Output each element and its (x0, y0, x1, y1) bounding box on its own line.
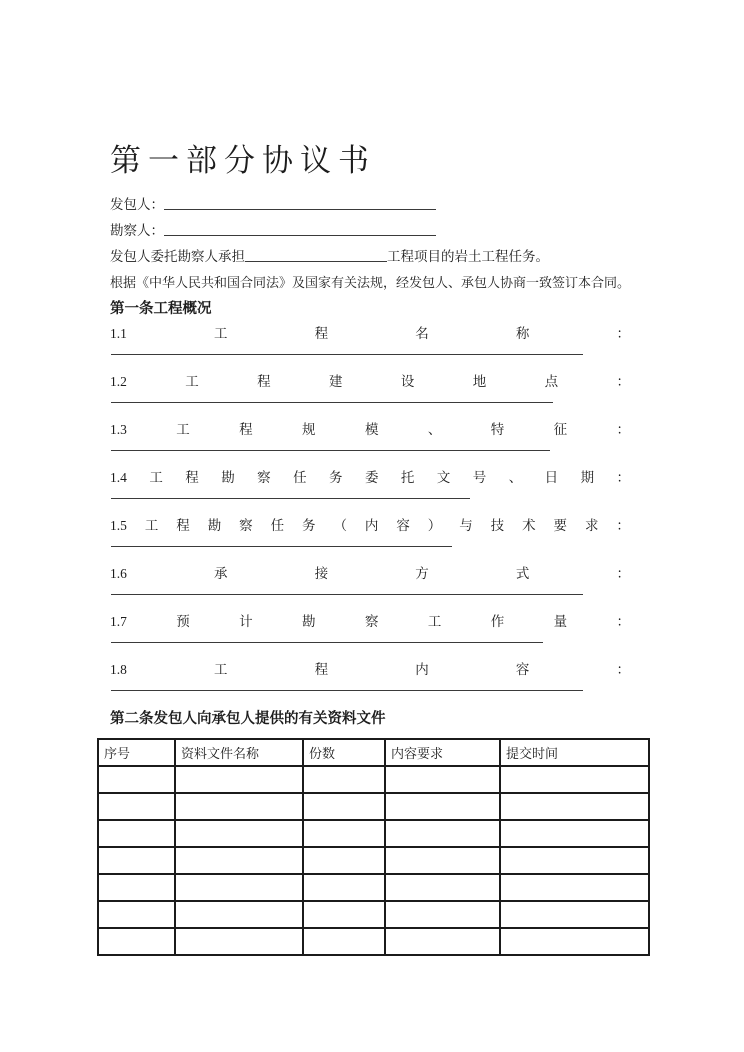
clause-blank-1-6[interactable] (111, 594, 583, 595)
table-empty-cell[interactable] (500, 847, 649, 874)
section1-heading: 第一条工程概况 (110, 301, 212, 317)
clause-item-1-8 (110, 658, 632, 691)
clause-label-1-5: 1.5 工 程 勘 察 任 务 （ 内 容 ） 与 技 术 要 求 ： (110, 518, 630, 533)
document-title: 第一部分协议书 (110, 143, 376, 178)
surveyor-label: 勘察人： (110, 223, 164, 238)
clause-blank-1-5[interactable] (111, 546, 452, 547)
clause-item-1-1 (110, 322, 632, 355)
surveyor-field (110, 218, 632, 244)
table-empty-cell[interactable] (303, 928, 385, 955)
table-empty-cell[interactable] (385, 901, 500, 928)
table-empty-cell[interactable] (98, 820, 175, 847)
table-empty-cell[interactable] (500, 820, 649, 847)
table-empty-cell[interactable] (175, 793, 303, 820)
table-header-doc-name: 资料文件名称 (175, 739, 303, 766)
clause-item-1-4 (110, 466, 632, 499)
table-empty-cell[interactable] (500, 901, 649, 928)
table-empty-cell[interactable] (98, 847, 175, 874)
party-a-field (110, 192, 632, 218)
party-a-blank[interactable] (164, 196, 436, 210)
table-empty-cell[interactable] (385, 766, 500, 793)
table-empty-cell[interactable] (175, 874, 303, 901)
table-empty-cell[interactable] (303, 820, 385, 847)
table-empty-cell[interactable] (98, 901, 175, 928)
commission-suffix: 工程项目的岩土工程任务。 (387, 249, 549, 264)
table-empty-cell[interactable] (500, 928, 649, 955)
table-empty-cell[interactable] (385, 793, 500, 820)
table-empty-cell[interactable] (175, 901, 303, 928)
table-empty-row (98, 901, 649, 928)
table-empty-cell[interactable] (303, 766, 385, 793)
project-name-blank[interactable] (245, 248, 387, 262)
clause-label-1-4: 1.4 工 程 勘 察 任 务 委 托 文 号 、 日 期 ： (110, 470, 630, 485)
clause-blank-1-4[interactable] (111, 498, 470, 499)
table-empty-cell[interactable] (500, 793, 649, 820)
table-empty-cell[interactable] (175, 766, 303, 793)
table-header-seq: 序号 (98, 739, 175, 766)
clause-label-1-3: 1.3 工 程 规 模 、 特 征 ： (110, 422, 630, 437)
clause-label-1-8: 1.8 工 程 内 容 ： (110, 662, 630, 677)
table-empty-row (98, 820, 649, 847)
clause-label-1-6: 1.6 承 接 方 式 ： (110, 566, 630, 581)
table-header-submit-time: 提交时间 (500, 739, 649, 766)
table-empty-cell[interactable] (385, 820, 500, 847)
table-empty-cell[interactable] (500, 766, 649, 793)
clause-item-1-7 (110, 610, 632, 643)
clause-blank-1-1[interactable] (111, 354, 583, 355)
clause-blank-1-8[interactable] (111, 690, 583, 691)
table-empty-cell[interactable] (175, 928, 303, 955)
table-empty-cell[interactable] (303, 874, 385, 901)
clause-item-1-2 (110, 370, 632, 403)
clause-label-1-1: 1.1 工 程 名 称 ： (110, 326, 630, 341)
table-empty-cell[interactable] (175, 820, 303, 847)
materials-table-body (98, 766, 649, 955)
table-empty-cell[interactable] (303, 901, 385, 928)
table-empty-row (98, 928, 649, 955)
commission-statement (110, 244, 632, 270)
table-header-row (98, 739, 649, 766)
clause-blank-1-2[interactable] (111, 402, 553, 403)
clause-label-1-2: 1.2 工 程 建 设 地 点 ： (110, 374, 630, 389)
table-empty-cell[interactable] (385, 928, 500, 955)
party-a-label: 发包人： (110, 197, 164, 212)
table-empty-cell[interactable] (385, 874, 500, 901)
clause-item-1-3 (110, 418, 632, 451)
table-empty-cell[interactable] (500, 874, 649, 901)
clause-item-1-6 (110, 562, 632, 595)
table-empty-cell[interactable] (175, 847, 303, 874)
clause-blank-1-7[interactable] (111, 642, 543, 643)
materials-table (97, 738, 650, 956)
table-empty-cell[interactable] (98, 793, 175, 820)
commission-prefix: 发包人委托勘察人承担 (110, 249, 245, 264)
table-header-copies: 份数 (303, 739, 385, 766)
table-header-content-req: 内容要求 (385, 739, 500, 766)
table-empty-row (98, 847, 649, 874)
table-empty-cell[interactable] (303, 847, 385, 874)
table-empty-row (98, 874, 649, 901)
table-empty-row (98, 793, 649, 820)
table-empty-cell[interactable] (98, 874, 175, 901)
clause-item-1-5 (110, 514, 632, 547)
section1-items (110, 322, 632, 691)
clause-label-1-7: 1.7 预 计 勘 察 工 作 量 ： (110, 614, 630, 629)
table-empty-cell[interactable] (98, 928, 175, 955)
section2-heading: 第二条发包人向承包人提供的有关资料文件 (110, 711, 386, 727)
clause-blank-1-3[interactable] (111, 450, 550, 451)
table-empty-cell[interactable] (303, 793, 385, 820)
surveyor-blank[interactable] (164, 222, 436, 236)
table-empty-cell[interactable] (385, 847, 500, 874)
legal-basis-paragraph: 根据《中华人民共和国合同法》及国家有关法规，经发包人、承包人协商一致签订本合同。 (110, 275, 631, 290)
table-empty-row (98, 766, 649, 793)
table-empty-cell[interactable] (98, 766, 175, 793)
